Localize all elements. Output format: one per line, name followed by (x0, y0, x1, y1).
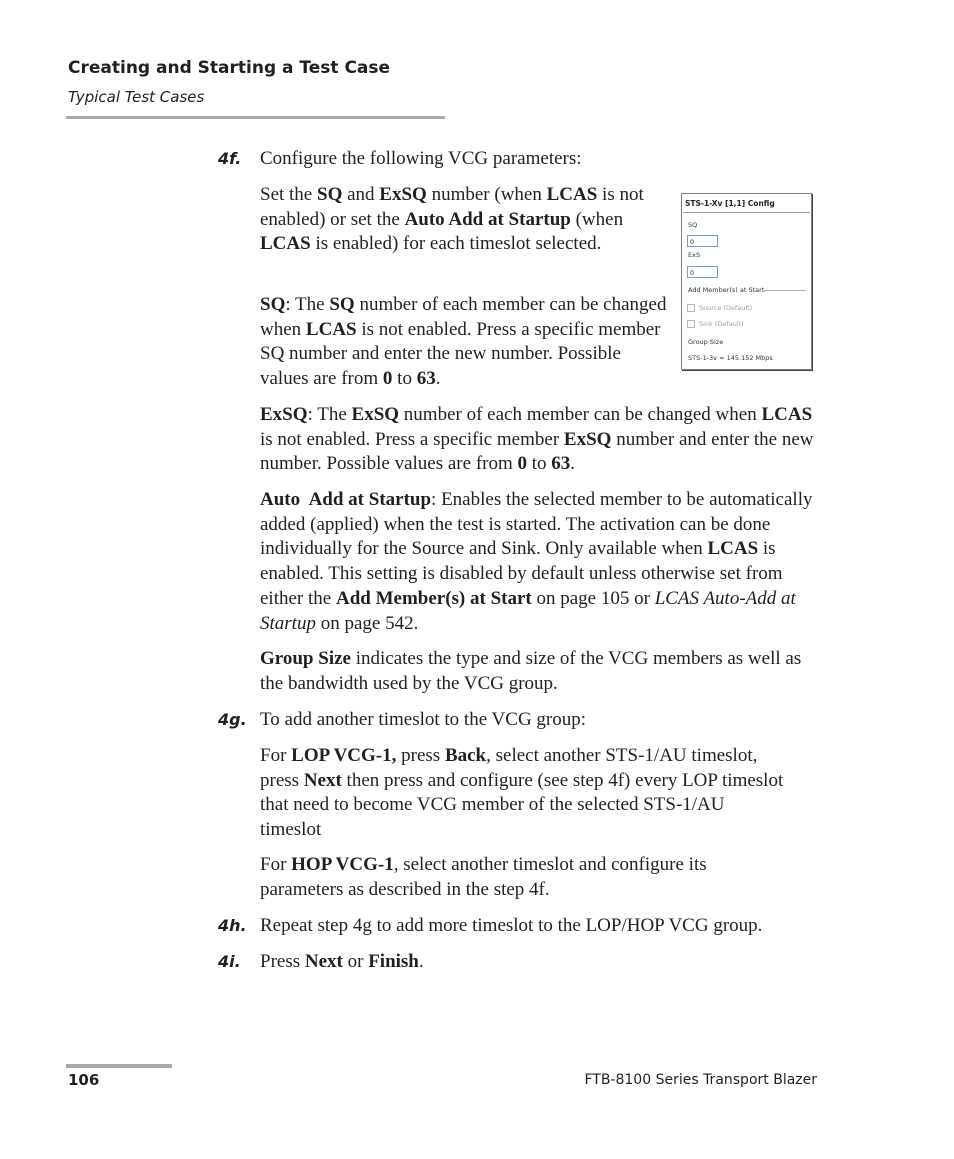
step-4f-para-group-size: Group Size indicates the type and size of the VCG members as well as the bandwidth used by the VCG group. (260, 648, 802, 694)
sq-label: SQ (688, 221, 698, 229)
step-4f-text: Configure the following VCG parameters: (260, 148, 582, 169)
sink-checkbox[interactable] (687, 320, 695, 328)
step-4h-number: 4h. (218, 916, 247, 935)
product-name: FTB-8100 Series Transport Blazer (584, 1072, 817, 1088)
step-4f-para-auto-add: Auto Add at Startup: Enables the selected member to be automatically added (applied) when the test is started. The activation can be done individually for the Source and Sink. Only available when LCAS is enabled. This setting is disabled by default unless otherwise set from either the Add Member(s) at Start on page 105 or LCAS Auto-Add at Startup on page 542. (260, 489, 813, 634)
step-4h-text: Repeat step 4g to add more timeslot to the LOP/HOP VCG group. (260, 915, 763, 936)
section-subtitle: Typical Test Cases (68, 88, 205, 106)
source-label: Source (Default) (699, 304, 753, 312)
sq-input[interactable]: 0 (687, 235, 718, 247)
step-4f-para-set-sq: Set the SQ and ExSQ number (when LCAS is not enabled) or set the Auto Add at Startup (when LCAS is enabled) for each timeslot selected. (260, 184, 644, 255)
step-4f-para-sq: SQ: The SQ number of each member can be changed when LCAS is not enabled. Press a specific member SQ number and enter the new number. Possible values are from 0 to 63. (260, 294, 667, 390)
step-4g-para-hop: For HOP VCG-1, select another timeslot and configure its parameters as described in the step 4f. (260, 854, 707, 900)
step-4g-para-lop: For LOP VCG-1, press Back, select another STS-1/AU timeslot, press Next then press and configure (see step 4f) every LOP timeslot that need to become VCG member of the selected STS-1/AU timeslot (260, 745, 784, 841)
header-divider (66, 116, 445, 119)
step-4f-number: 4f. (218, 149, 242, 168)
section-title: Creating and Starting a Test Case (68, 58, 391, 78)
add-member-label: Add Member(s) at Start (688, 286, 765, 294)
step-4i-text: Press Next or Finish. (260, 951, 424, 972)
source-checkbox[interactable] (687, 304, 695, 312)
footer-divider (66, 1064, 172, 1068)
page-number: 106 (68, 1071, 100, 1089)
add-member-divider (764, 290, 806, 291)
group-size-label: Group Size (688, 338, 724, 346)
panel-title: STS-1-Xv [1,1] Config (683, 195, 810, 213)
step-4i-number: 4i. (218, 952, 241, 971)
exs-label: ExS (688, 251, 701, 259)
exs-input[interactable]: 0 (687, 266, 718, 278)
config-panel (681, 193, 812, 370)
step-4g-text: To add another timeslot to the VCG group: (260, 709, 587, 730)
lcas-auto-add-link[interactable]: LCAS Auto-Add at Startup (260, 587, 796, 634)
sink-label: Sink (Default) (699, 320, 744, 328)
group-size-value: STS-1-3v = 145.152 Mbps (688, 354, 773, 362)
step-4g-number: 4g. (218, 710, 247, 729)
step-4f-para-exsq: ExSQ: The ExSQ number of each member can be changed when LCAS is not enabled. Press a specific member ExSQ number and enter the new number. Possible values are from 0 to 63. (260, 404, 814, 475)
